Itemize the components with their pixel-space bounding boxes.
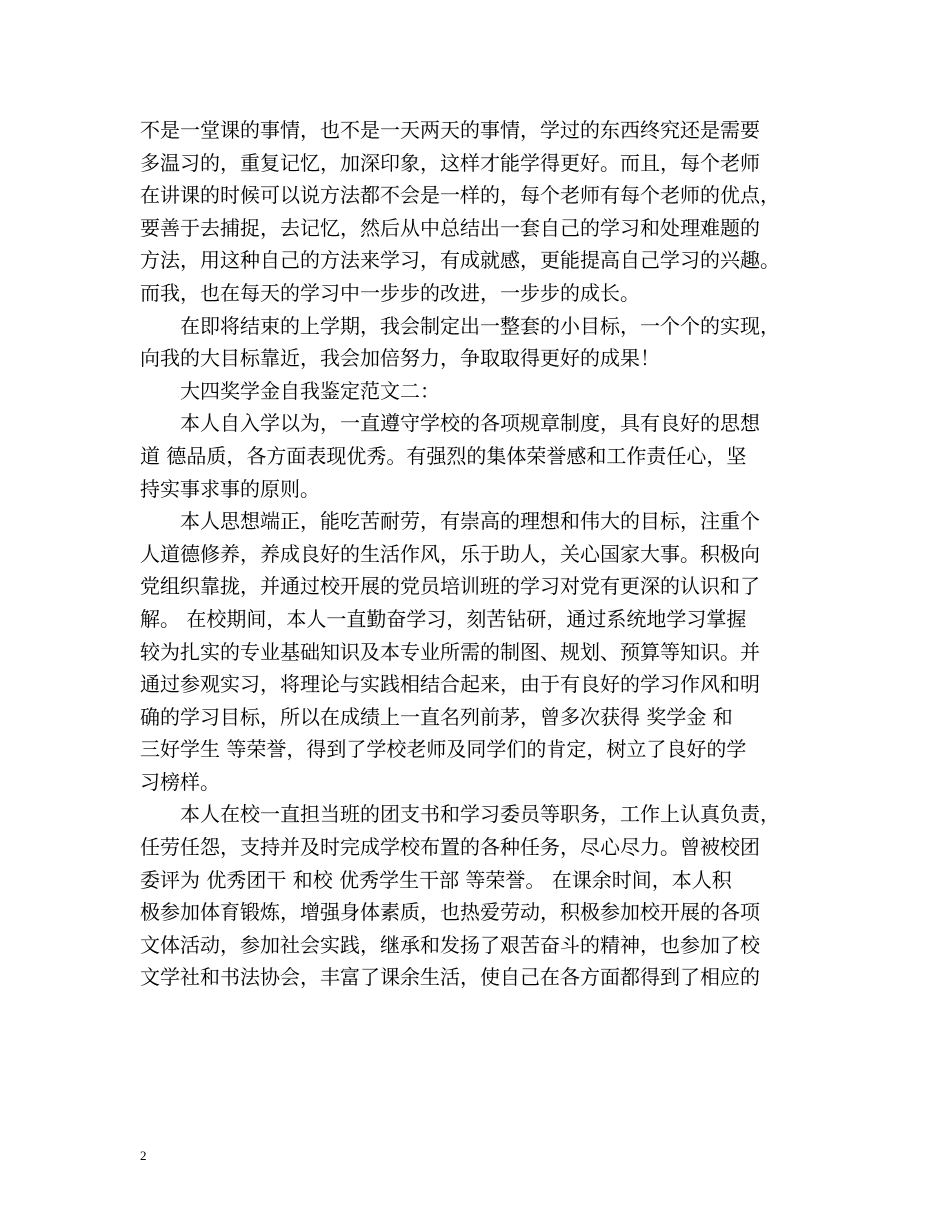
text-line: 任劳任怨，支持并及时完成学校布置的各种任务，尽心尽力。曾被校团 bbox=[140, 835, 760, 860]
text-line: 多温习的，重复记忆，加深印象，这样才能学得更好。而且，每个老师 bbox=[140, 150, 760, 175]
text-line: 极参加体育锻炼，增强身体素质，也热爱劳动，积极参加校开展的各项 bbox=[140, 900, 760, 925]
text-line: 文体活动，参加社会实践，继承和发扬了艰苦奋斗的精神，也参加了校 bbox=[140, 932, 760, 957]
text-line: 确的学习目标，所以在成绩上一直名列前茅，曾多次获得 奖学金 和 bbox=[140, 704, 733, 729]
text-line: 通过参观实习，将理论与实践相结合起来，由于有良好的学习作风和明 bbox=[140, 672, 760, 697]
text-line: 而我，也在每天的学习中一步步的改进，一步步的成长。 bbox=[140, 280, 640, 305]
text-line: 党组织靠拢，并通过校开展的党员培训班的学习对党有更深的认识和了 bbox=[140, 574, 760, 599]
text-line: 三好学生 等荣誉，得到了学校老师及同学们的肯定，树立了良好的学 bbox=[140, 737, 747, 762]
text-line: 持实事求事的原则。 bbox=[140, 476, 320, 501]
text-line: 不是一堂课的事情，也不是一天两天的事情，学过的东西终究还是需要 bbox=[140, 118, 760, 142]
page-number: 2 bbox=[140, 1148, 147, 1163]
document-body bbox=[140, 114, 830, 994]
text-line: 习榜样。 bbox=[140, 769, 220, 794]
text-line: 要善于去捕捉，去记忆，然后从中总结出一套自己的学习和处理难题的 bbox=[140, 215, 760, 240]
text-line: 在即将结束的上学期，我会制定出一整套的小目标，一个个的实现， bbox=[180, 313, 780, 338]
text-line: 本人思想端正，能吃苦耐劳，有崇高的理想和伟大的目标，注重个 bbox=[180, 509, 760, 534]
text-line: 解。 在校期间，本人一直勤奋学习，刻苦钻研，通过系统地学习掌握 bbox=[140, 606, 747, 631]
text-line: 本人自入学以为，一直遵守学校的各项规章制度，具有良好的思想 bbox=[180, 411, 760, 436]
text-line: 在讲课的时候可以说方法都不会是一样的，每个老师有每个老师的优点， bbox=[140, 183, 780, 208]
text-line: 大四奖学金自我鉴定范文二： bbox=[180, 378, 440, 403]
text-line: 委评为 优秀团干 和校 优秀学生干部 等荣誉。 在课余时间，本人积 bbox=[140, 867, 732, 892]
text-line: 本人在校一直担当班的团支书和学习委员等职务，工作上认真负责， bbox=[180, 802, 780, 827]
text-line: 方法，用这种自己的方法来学习，有成就感，更能提高自己学习的兴趣。 bbox=[140, 248, 780, 273]
text-line: 文学社和书法协会，丰富了课余生活，使自己在各方面都得到了相应的 bbox=[140, 965, 760, 990]
text-line: 人道德修养，养成良好的生活作风，乐于助人，关心国家大事。积极向 bbox=[140, 541, 760, 566]
text-line: 较为扎实的专业基础知识及本专业所需的制图、规划、预算等知识。并 bbox=[140, 639, 760, 664]
text-line: 向我的大目标靠近，我会加倍努力，争取取得更好的成果！ bbox=[140, 346, 660, 371]
text-line: 道 德品质，各方面表现优秀。有强烈的集体荣誉感和工作责任心，坚 bbox=[140, 443, 747, 468]
